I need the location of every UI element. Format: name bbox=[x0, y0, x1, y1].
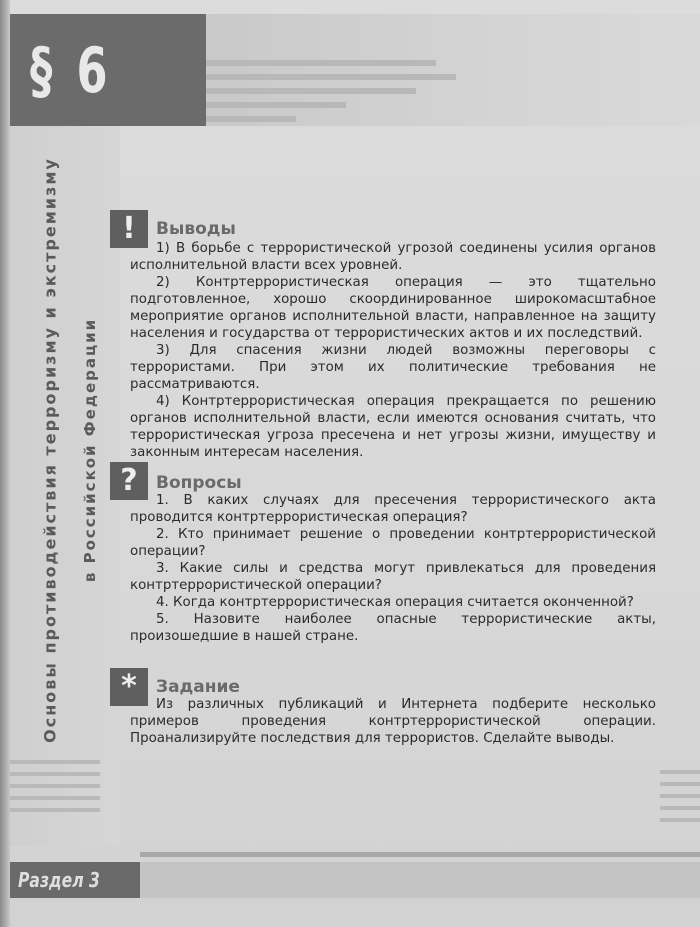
edge-stripe bbox=[660, 818, 700, 822]
header-stripe bbox=[206, 102, 346, 108]
edge-stripe bbox=[660, 782, 700, 786]
conclusions-title: Выводы bbox=[156, 219, 236, 239]
question-item: 5. Назовите наиболее опасные террористические акты, произошедшие в нашей стране. bbox=[130, 612, 656, 644]
chapter-label: Раздел 3 bbox=[18, 868, 100, 892]
conclusion-item: 4) Контртеррористическая операция прекращается по решению органов исполнительной власти, если имеются основания считать, что террористическая угроза пресечена и нет угрозы жизни, имуществу и законным интересам населения. bbox=[130, 394, 656, 460]
footer-line bbox=[140, 852, 700, 857]
questions-body bbox=[130, 492, 656, 645]
side-title-line1: Основы противодействия терроризму и экстремизму bbox=[40, 157, 60, 743]
question-item: 3. Какие силы и средства могут привлекаться для проведения контртеррористической операции? bbox=[130, 561, 656, 593]
question-item: 4. Когда контртеррористическая операция считается оконченной? bbox=[156, 595, 634, 610]
header-light-band bbox=[206, 14, 700, 126]
edge-stripe bbox=[10, 772, 100, 776]
conclusion-item: 3) Для спасения жизни людей возможны переговоры с террористами. При этом их политические требования не рассматриваются. bbox=[130, 343, 656, 392]
task-text: Из различных публикаций и Интернета подберите несколько примеров проведения контртеррористической операции. Проанализируйте последствия для террористов. Сделайте выводы. bbox=[130, 697, 656, 746]
task-section bbox=[110, 668, 656, 758]
question-item: 2. Кто принимает решение о проведении контртеррористической операции? bbox=[130, 527, 656, 559]
conclusion-item: 1) В борьбе с террористической угрозой соединены усилия органов исполнительной власти всех уровней. bbox=[130, 241, 656, 273]
edge-stripe bbox=[10, 796, 100, 800]
header-stripe bbox=[206, 60, 436, 66]
conclusions-body bbox=[130, 240, 656, 461]
edge-stripe bbox=[10, 808, 100, 812]
exclamation-icon: ! bbox=[110, 210, 148, 248]
header-stripe bbox=[206, 116, 296, 122]
edge-stripe bbox=[660, 806, 700, 810]
questions-title: Вопросы bbox=[156, 473, 242, 493]
header-stripe bbox=[206, 88, 416, 94]
questions-section bbox=[110, 462, 656, 652]
conclusion-item: 2) Контртеррористическая операция — это тщательно подготовленное, хорошо скоординированное широкомасштабное мероприятие органов исполнительной власти, направленное на защиту населения и государства от террористических актов и их последствий. bbox=[130, 275, 656, 341]
edge-stripe bbox=[660, 770, 700, 774]
task-title: Задание bbox=[156, 677, 240, 697]
header-stripe bbox=[206, 74, 456, 80]
question-icon: ? bbox=[110, 462, 148, 500]
page-binding-shadow bbox=[0, 0, 10, 927]
edge-stripe bbox=[10, 760, 100, 764]
edge-stripe bbox=[10, 784, 100, 788]
task-body bbox=[130, 696, 656, 747]
question-item: 1. В каких случаях для пресечения террористического акта проводится контртеррористическая операция? bbox=[130, 493, 656, 525]
side-title-line2: в Российской Федерации bbox=[81, 317, 99, 583]
section-number: § 6 bbox=[30, 34, 112, 107]
asterisk-icon: * bbox=[110, 668, 148, 706]
conclusions-section bbox=[110, 210, 656, 460]
edge-stripe bbox=[660, 794, 700, 798]
